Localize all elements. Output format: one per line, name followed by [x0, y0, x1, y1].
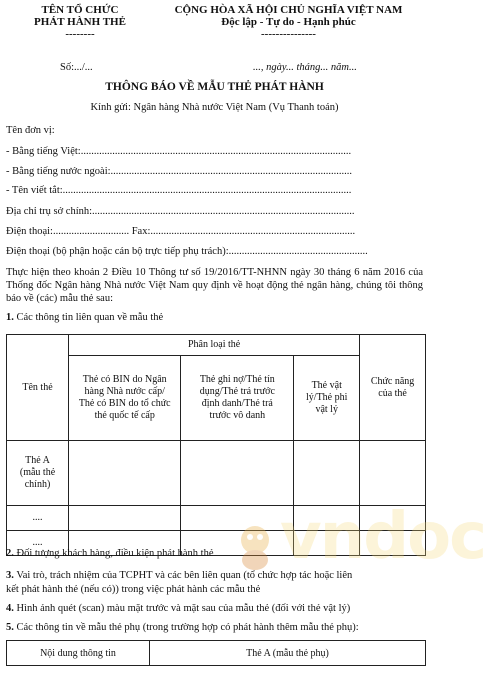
field-foreign-name: - Bằng tiếng nước ngoài:............................................................................................ — [6, 166, 353, 177]
header-card-name: Tên thẻ — [7, 335, 69, 441]
section-1-text: Các thông tin liên quan về mẫu thẻ — [16, 312, 164, 323]
issuer-org-block — [20, 4, 140, 40]
section-4-heading — [6, 603, 350, 614]
row-card-a-line2: (mẫu thẻ — [19, 467, 56, 478]
section-1-number: 1. — [6, 312, 14, 323]
section-5-heading — [6, 622, 359, 633]
mascot-watermark-icon — [232, 522, 278, 572]
header-card-classification: Phân loại thẻ — [69, 335, 360, 356]
row-card-a-line3: chính) — [24, 479, 51, 490]
table-cell — [294, 441, 360, 506]
section-3-text-line2: kết phát hành thẻ (nếu có)) trong việc phát hành các mẫu thẻ — [6, 584, 261, 595]
document-title: THÔNG BÁO VỀ MẪU THẺ PHÁT HÀNH — [105, 81, 324, 93]
section-3-number: 3. — [6, 570, 14, 581]
table-cell — [181, 441, 294, 506]
issuer-org-line2: PHÁT HÀNH THẺ — [34, 16, 126, 28]
header-card-function — [360, 335, 426, 441]
national-title: CỘNG HÒA XÃ HỘI CHỦ NGHĨA VIỆT NAM — [174, 4, 403, 16]
subheader-card-kind-line2: dụng/Thẻ trả trước — [199, 386, 275, 397]
header-card-function-line1: Chức năng — [370, 375, 415, 387]
subheader-card-kind-line4: trước vô danh — [209, 410, 266, 421]
issuer-org-rule: -------- — [65, 28, 95, 40]
row-3-name: .... — [7, 531, 69, 556]
issuer-org-line1: TÊN TỔ CHỨC — [41, 4, 119, 16]
section-3-text-line1: Vai trò, trách nhiệm của TCPHT và các bên liên quan (tổ chức hợp tác hoặc liên — [16, 570, 353, 581]
field-unit-name: Tên đơn vị: — [6, 125, 55, 136]
subheader-card-kind-line3: định danh/Thẻ trả — [201, 398, 273, 409]
subheader-physical-type — [294, 356, 360, 441]
section-4-text: Hình ảnh quét (scan) màu mặt trước và mặt sau của mẫu thẻ (đối với thẻ vật lý) — [16, 603, 351, 614]
field-vietnamese-name: - Bằng tiếng Việt:....................................................................................................... — [6, 146, 352, 157]
document-number: Số:.../... — [60, 62, 93, 73]
table-cell — [69, 441, 181, 506]
national-header-block — [150, 4, 427, 40]
section-2-number: 2. — [6, 548, 14, 559]
sub-card-table — [6, 640, 426, 666]
section-2-text: Đối tượng khách hàng, điều kiện phát hành thẻ — [16, 548, 214, 559]
row-card-a-line1: Thẻ A — [25, 455, 50, 466]
vndoc-watermark: vndoc — [280, 500, 485, 574]
addressee-line: Kính gửi: Ngân hàng Nhà nước Việt Nam (Vụ Thanh toán) — [90, 102, 339, 113]
national-motto: Độc lập - Tự do - Hạnh phúc — [221, 16, 356, 28]
table-row — [7, 641, 426, 666]
national-motto-rule: --------------- — [261, 28, 316, 40]
header-card-function-line2: của thẻ — [378, 387, 407, 399]
table-cell — [69, 506, 181, 531]
intro-paragraph: Thực hiện theo khoản 2 Điều 10 Thông tư số 19/2016/TT-NHNN ngày 30 tháng 6 năm 2016 của Thống đốc Ngân hàng Nhà nước Việt Nam quy định về hoạt động thẻ ngân hàng, chúng tôi thông báo về (các) mẫu thẻ sau: — [6, 267, 423, 304]
section-2-heading — [6, 548, 214, 559]
subheader-bin-type-line1: Thẻ có BIN do Ngân — [82, 374, 167, 385]
section-3-heading — [6, 570, 352, 581]
header-card-a-sub: Thẻ A (mẫu thẻ phụ) — [150, 641, 426, 666]
field-phone-fax: Điện thoại:............................. Fax:.............................................................................. — [6, 226, 356, 237]
row-card-a-name — [7, 441, 69, 506]
subheader-card-kind-line1: Thẻ ghi nợ/Thẻ tín — [199, 374, 275, 385]
subheader-bin-type-line3: Thẻ có BIN do tổ chức — [78, 398, 171, 409]
subheader-bin-type — [69, 356, 181, 441]
subheader-physical-type-line3: vật lý — [315, 404, 338, 415]
section-5-text: Các thông tin về mẫu thẻ phụ (trong trường hợp có phát hành thêm mẫu thẻ phụ): — [16, 622, 359, 633]
document-date: ..., ngày... tháng... năm... — [253, 62, 357, 73]
subheader-physical-type-line2: lý/Thẻ phi — [306, 392, 348, 403]
subheader-card-kind — [181, 356, 294, 441]
subheader-bin-type-line2: hàng Nhà nước cấp/ — [84, 386, 165, 397]
section-4-number: 4. — [6, 603, 14, 614]
section-1-heading — [6, 312, 163, 323]
row-2-name: .... — [7, 506, 69, 531]
section-5-number: 5. — [6, 622, 14, 633]
field-short-name: - Tên viết tắt:.............................................................................................................. — [6, 185, 352, 196]
subheader-bin-type-line4: thẻ quốc tế cấp — [94, 410, 155, 421]
table-row — [7, 441, 426, 506]
header-info-content: Nội dung thông tin — [7, 641, 150, 666]
field-contact-phone: Điện thoại (bộ phận hoặc cán bộ trực tiếp phụ trách):..................................................... — [6, 246, 368, 257]
table-cell — [360, 441, 426, 506]
field-head-office-address: Địa chỉ trụ sở chính:.................................................................................................... — [6, 206, 355, 217]
subheader-physical-type-line1: Thẻ vật — [311, 380, 342, 391]
